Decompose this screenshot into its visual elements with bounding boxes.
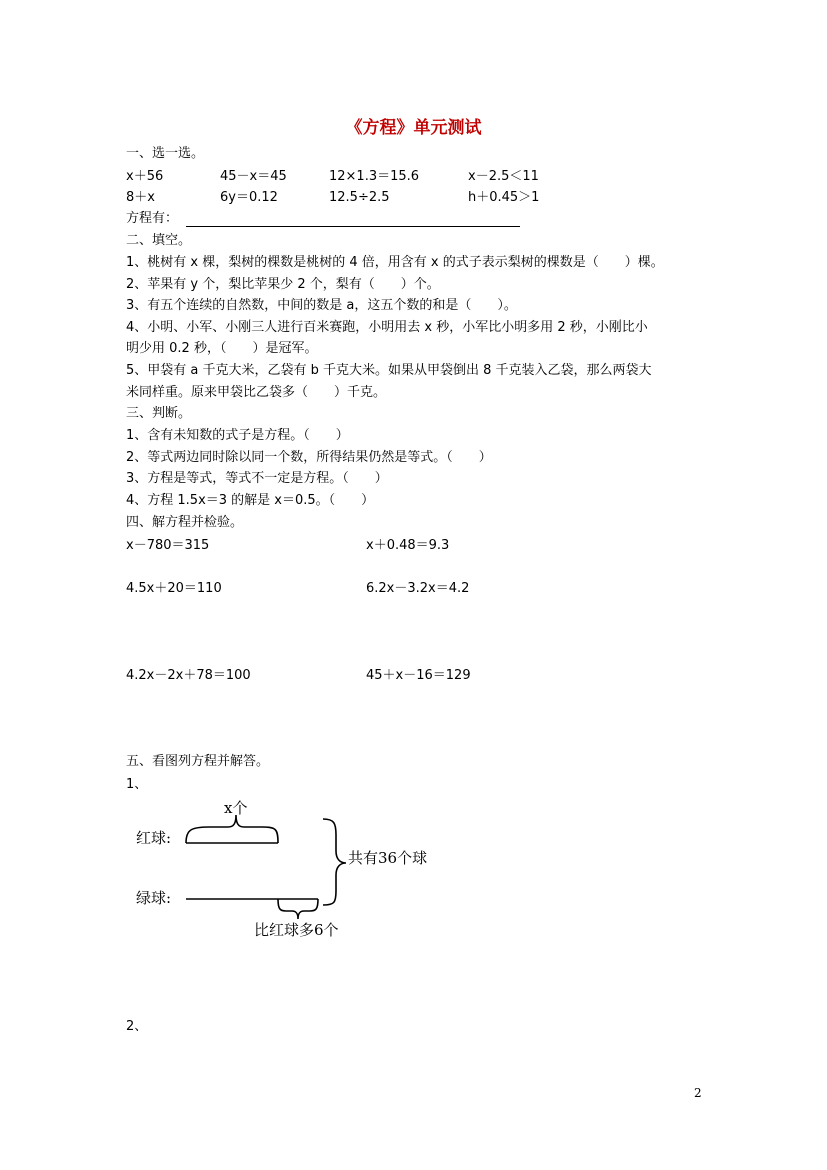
- judge-question: 3、方程是等式，等式不一定是方程。（ ）: [126, 471, 388, 486]
- page-number: 2: [694, 1086, 702, 1100]
- fill-question: 2、苹果有 y 个，梨比苹果少 2 个，梨有（ ）个。: [126, 277, 440, 292]
- section-4-heading: 四、解方程并检验。: [126, 515, 244, 530]
- equation: 4.5x＋20＝110: [126, 581, 222, 596]
- item-number-1: 1、: [126, 777, 148, 792]
- equation: 45＋x－16＝129: [366, 668, 471, 683]
- diagram-x-label: x个: [224, 799, 248, 817]
- red-ball-label: 红球:: [136, 829, 172, 847]
- fill-question-cont: 明少用 0.2 秒，（ ）是冠军。: [126, 341, 318, 356]
- equation: x－780＝315: [126, 538, 210, 553]
- fill-question-cont: 米同样重。原来甲袋比乙袋多（ ）千克。: [126, 385, 387, 400]
- judge-question: 1、含有未知数的式子是方程。（ ）: [126, 428, 349, 443]
- fill-question: 5、甲袋有 a 千克大米，乙袋有 b 千克大米。如果从甲袋倒出 8 千克装入乙袋，那么两袋大: [126, 363, 652, 378]
- judge-question: 2、等式两边同时除以同一个数，所得结果仍然是等式。（ ）: [126, 450, 492, 465]
- expr-item: x＋56: [126, 169, 164, 184]
- item-number-2: 2、: [126, 1019, 148, 1034]
- top-brace: [186, 815, 278, 843]
- expr-item: 12.5÷2.5: [329, 190, 390, 205]
- answer-label: 方程有：: [126, 211, 179, 226]
- expr-item: h＋0.45＞1: [468, 190, 540, 205]
- equation: x＋0.48＝9.3: [366, 538, 450, 553]
- expr-item: 12×1.3＝15.6: [329, 169, 420, 184]
- page-title: 《方程》单元测试: [345, 118, 482, 138]
- section-5-heading: 五、看图列方程并解答。: [126, 754, 270, 769]
- bottom-brace: [278, 899, 318, 919]
- line-segment-diagram: [120, 795, 460, 945]
- judge-question: 4、方程 1.5x＝3 的解是 x＝0.5。（ ）: [126, 493, 375, 508]
- section-2-heading: 二、填空。: [126, 233, 192, 248]
- answer-blank-line: [186, 226, 520, 227]
- right-brace: [323, 819, 346, 905]
- fill-question: 3、有五个连续的自然数，中间的数是 a，这五个数的和是（ ）。: [126, 298, 517, 313]
- total-label: 共有36个球: [348, 849, 428, 867]
- expr-item: x－2.5＜11: [468, 169, 539, 184]
- equation: 4.2x－2x＋78＝100: [126, 668, 251, 683]
- green-ball-label: 绿球:: [136, 889, 172, 907]
- expr-item: 6y＝0.12: [220, 190, 278, 205]
- fill-question: 1、桃树有 x 棵，梨树的棵数是桃树的 4 倍，用含有 x 的式子表示梨树的棵数是（ ）棵。: [126, 255, 664, 270]
- section-3-heading: 三、判断。: [126, 406, 192, 421]
- expr-item: 8＋x: [126, 190, 155, 205]
- section-1-heading: 一、选一选。: [126, 146, 205, 161]
- fill-question: 4、小明、小军、小刚三人进行百米赛跑，小明用去 x 秒，小军比小明多用 2 秒，小刚比小: [126, 320, 648, 335]
- expr-item: 45－x＝45: [220, 169, 287, 184]
- equation: 6.2x－3.2x＝4.2: [366, 581, 470, 596]
- difference-label: 比红球多6个: [254, 921, 339, 939]
